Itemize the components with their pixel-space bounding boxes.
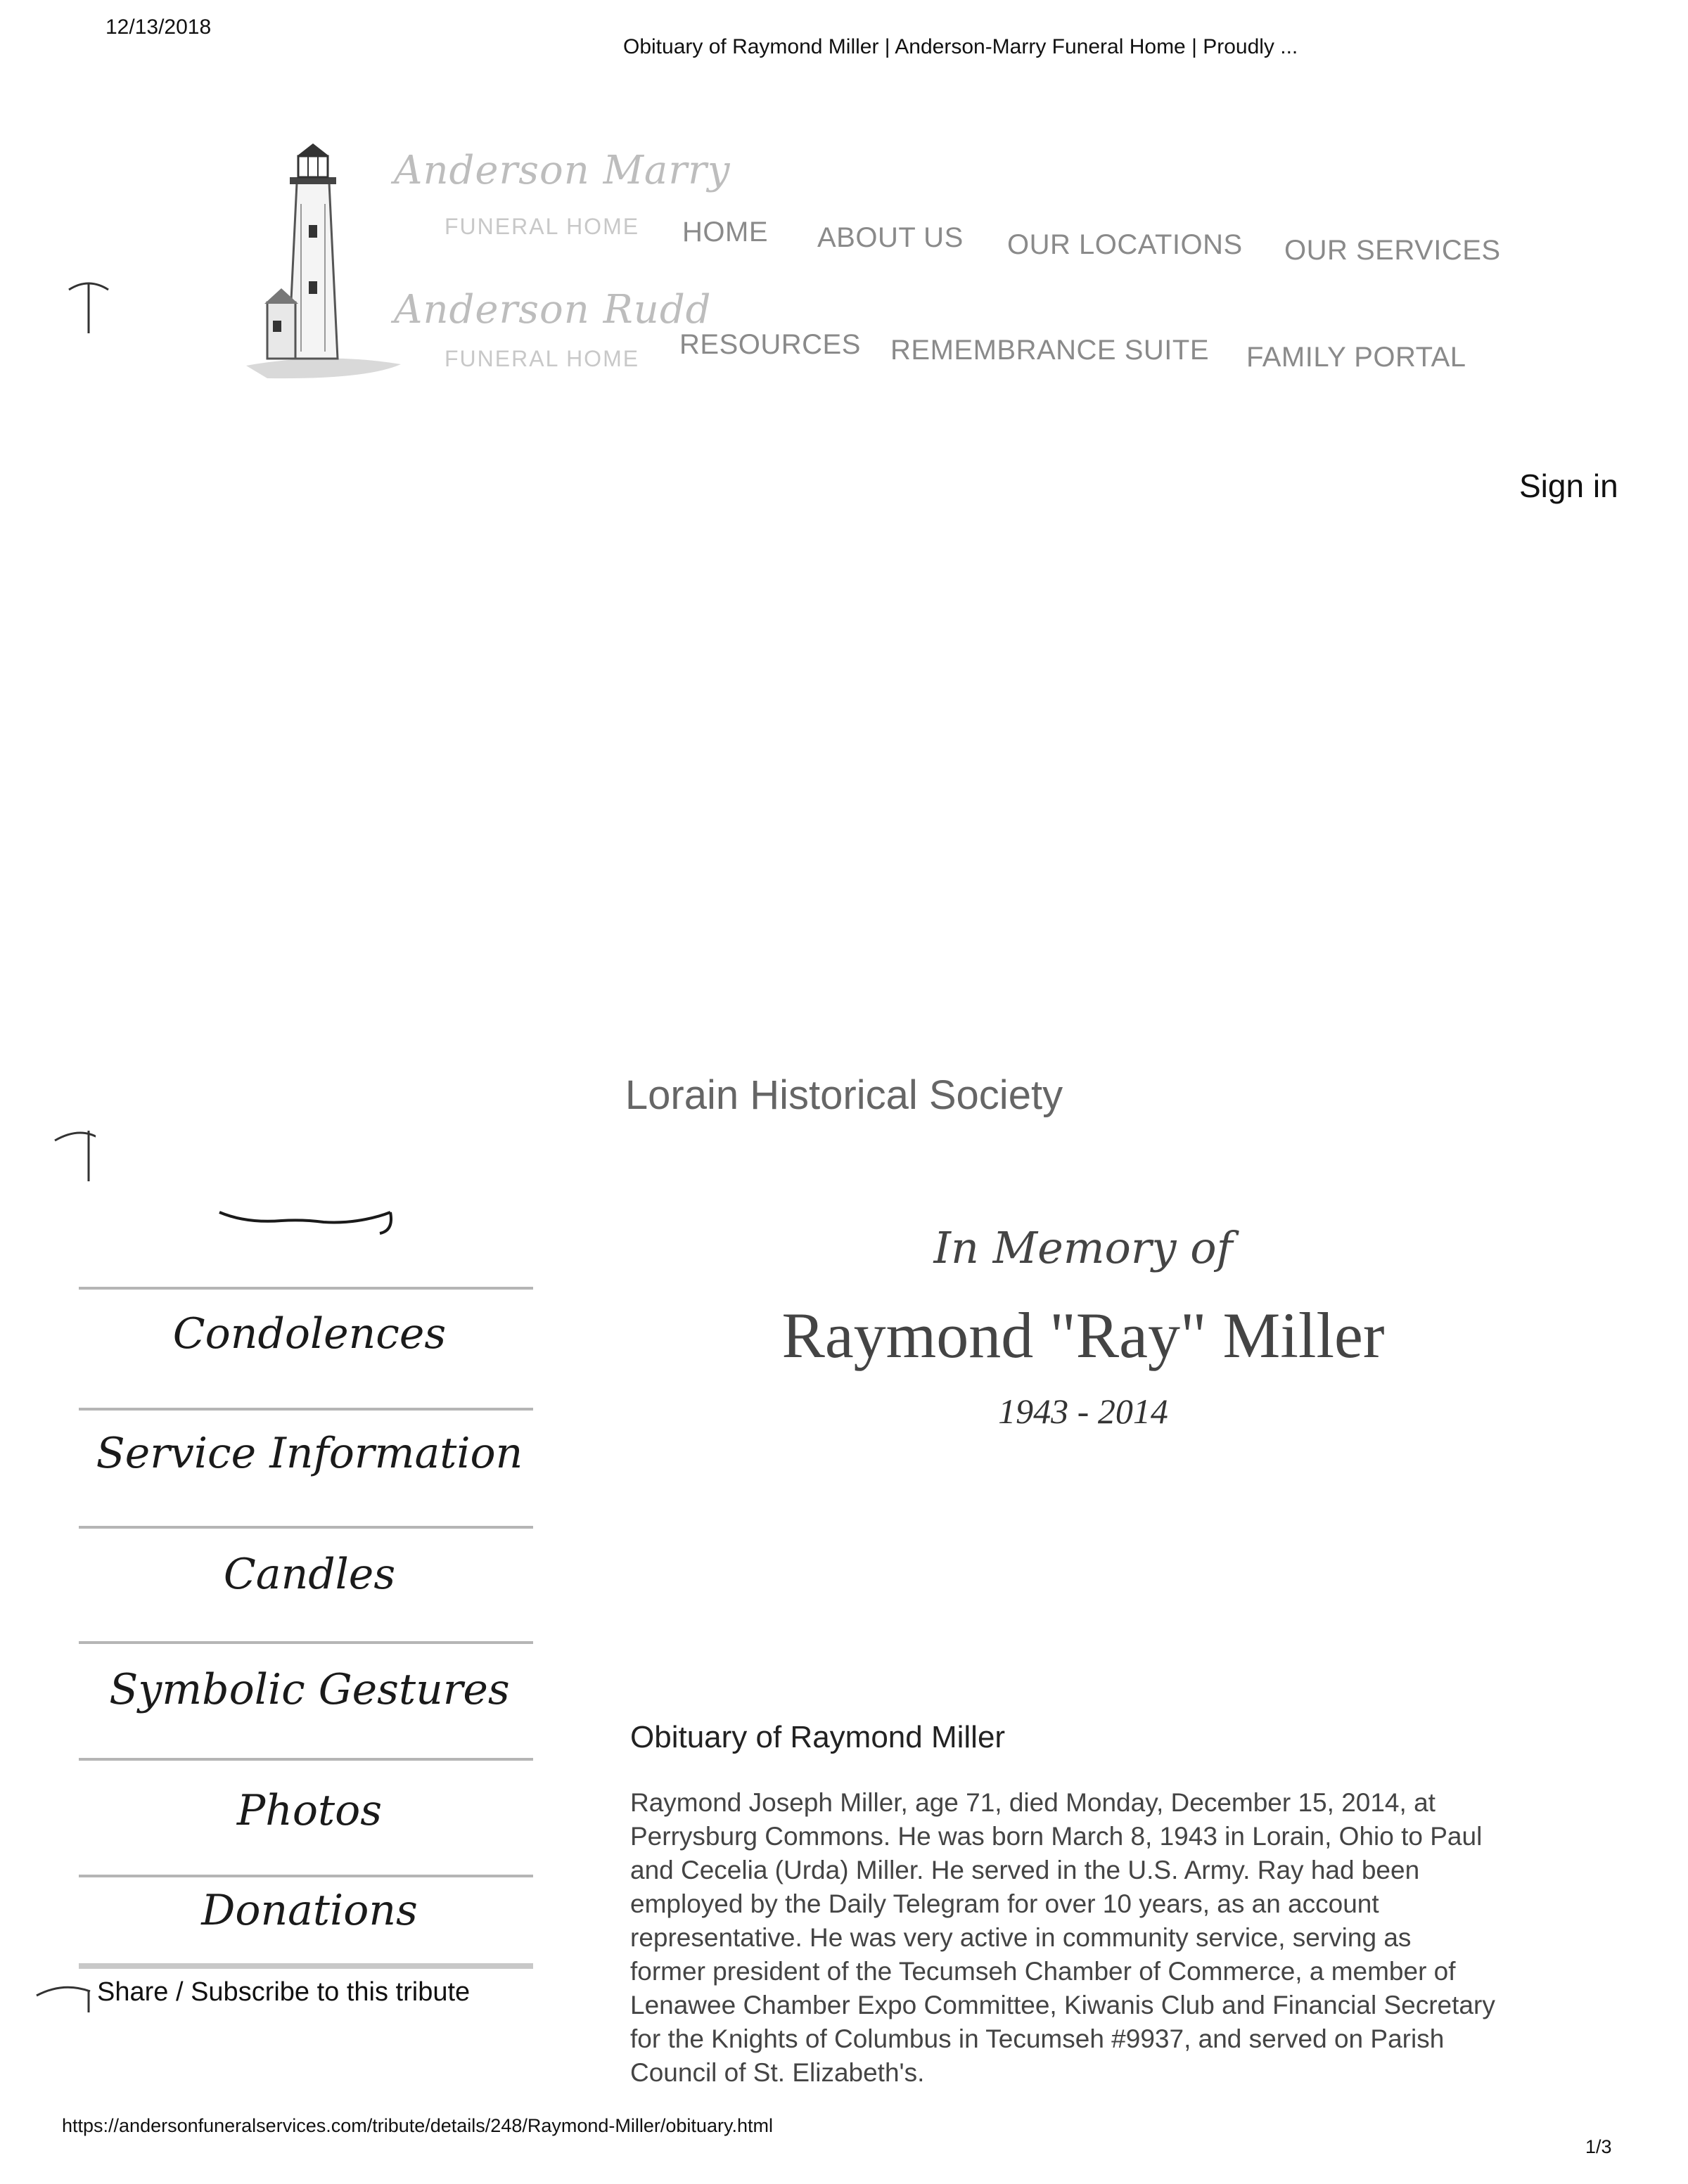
obituary-line: for the Knights of Columbus in Tecumseh #9937, and served on Parish	[630, 2024, 1445, 2053]
sidebar-item-condolences[interactable]: Condolences	[172, 1309, 447, 1358]
logo-subtitle-1: FUNERAL HOME	[445, 214, 640, 239]
sidebar-divider	[79, 1758, 533, 1761]
sidebar-item-donations[interactable]: Donations	[201, 1886, 418, 1935]
nav-remembrance-suite[interactable]: REMEMBRANCE SUITE	[890, 335, 1209, 366]
obituary-line: Council of St. Elizabeth's.	[630, 2058, 925, 2087]
sidebar-item-service-information[interactable]: Service Information	[96, 1429, 523, 1478]
obituary-line: former president of the Tecumseh Chamber of Commerce, a member of	[630, 1957, 1456, 1986]
sign-in-link[interactable]: Sign in	[1519, 468, 1618, 504]
print-url: https://andersonfuneralservices.com/tribute/details/248/Raymond-Miller/obituary.html	[62, 2115, 773, 2136]
logo-name-anderson-marry: Anderson Marry	[394, 148, 731, 193]
in-memory-of-heading: In Memory of	[933, 1222, 1233, 1273]
obituary-line: Lenawee Chamber Expo Committee, Kiwanis Club and Financial Secretary	[630, 1991, 1495, 2019]
logo-subtitle-2: FUNERAL HOME	[445, 346, 640, 371]
sidebar-item-photos[interactable]: Photos	[236, 1786, 383, 1835]
print-date: 12/13/2018	[106, 15, 212, 39]
obituary-line: representative. He was very active in community service, serving as	[630, 1923, 1412, 1952]
obituary-heading: Obituary of Raymond Miller	[630, 1720, 1006, 1754]
sidebar-divider	[79, 1408, 533, 1411]
sidebar-divider	[79, 1526, 533, 1529]
nav-about-us[interactable]: ABOUT US	[817, 222, 964, 253]
obituary-line: and Cecelia (Urda) Miller. He served in the U.S. Army. Ray had been	[630, 1856, 1420, 1884]
watermark-text: Lorain Historical Society	[625, 1072, 1063, 1118]
print-page-number: 1/3	[1585, 2136, 1612, 2157]
obituary-line: Perrysburg Commons. He was born March 8, 1943 in Lorain, Ohio to Paul	[630, 1822, 1483, 1851]
sidebar-divider	[79, 1287, 533, 1290]
deceased-name: Raymond "Ray" Miller	[781, 1299, 1385, 1371]
sidebar-item-candles[interactable]: Candles	[223, 1550, 396, 1599]
share-cursor-icon	[35, 1981, 91, 2012]
nav-resources[interactable]: RESOURCES	[679, 329, 861, 360]
obituary-body	[630, 1786, 1537, 2090]
share-subscribe-link[interactable]: Share / Subscribe to this tribute	[97, 1977, 471, 2007]
life-years: 1943 - 2014	[998, 1392, 1168, 1431]
text-cursor-icon	[68, 277, 110, 333]
nav-our-services[interactable]: OUR SERVICES	[1284, 235, 1501, 266]
print-page-title: Obituary of Raymond Miller | Anderson-Marry Funeral Home | Proudly ...	[623, 35, 1298, 58]
nav-home[interactable]: HOME	[682, 217, 768, 248]
nav-family-portal[interactable]: FAMILY PORTAL	[1246, 342, 1466, 373]
obituary-line: Raymond Joseph Miller, age 71, died Monday, December 15, 2014, at	[630, 1788, 1436, 1817]
sidebar-divider	[79, 1963, 533, 1969]
nav-our-locations[interactable]: OUR LOCATIONS	[1007, 229, 1243, 260]
sidebar-item-obituary-partial[interactable]	[218, 1209, 401, 1235]
obituary-line: employed by the Daily Telegram for over 10 years, as an account	[630, 1889, 1379, 1918]
text-cursor-icon	[53, 1125, 96, 1181]
sidebar-item-symbolic-gestures[interactable]: Symbolic Gestures	[109, 1665, 510, 1714]
logo-name-anderson-rudd: Anderson Rudd	[394, 287, 712, 333]
sidebar-divider	[79, 1875, 533, 1877]
sidebar-divider	[79, 1641, 533, 1644]
